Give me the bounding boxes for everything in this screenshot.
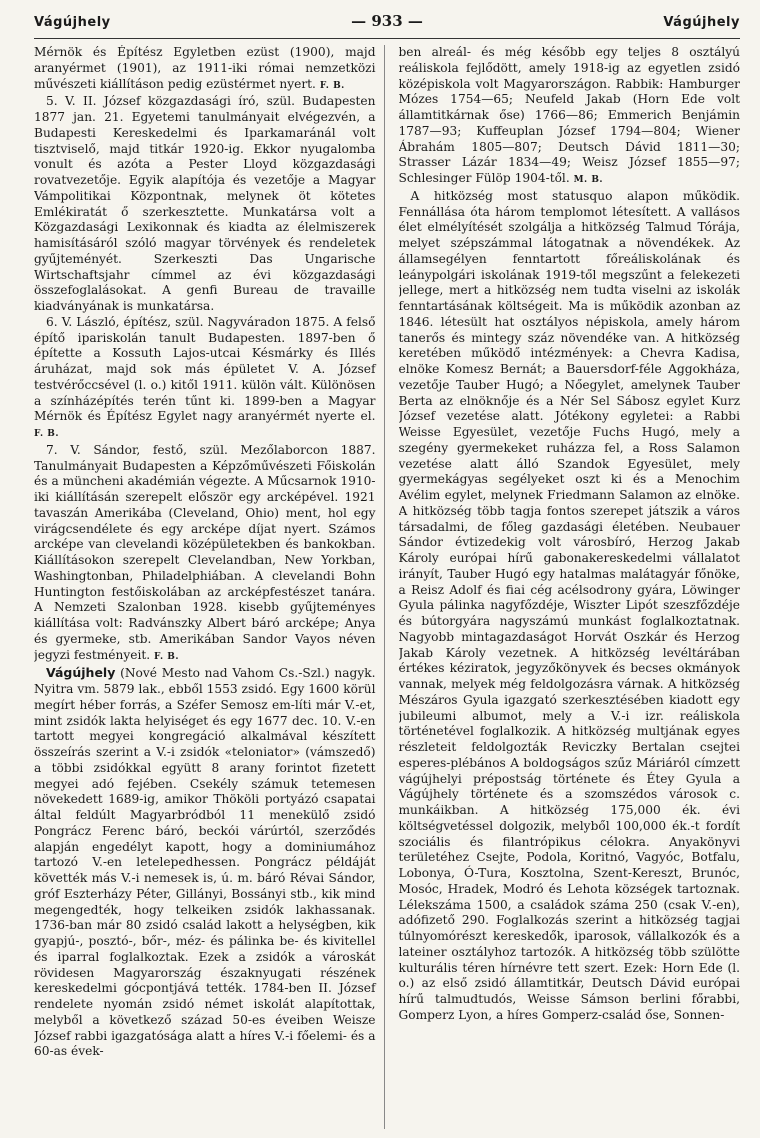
paragraph-text: 7. V. Sándor, festő, szül. Mezőlaborcon 1887. Tanulmányait Budapesten a Képzőművészeti Főiskolán és a müncheni akadémián végezte. A Műcsarnok 1910-iki kiállításán szerepelt először egy arcképével. 1921 tavaszán Amerikába (Cleveland, Ohio) ment, hol egy virágcsendélete és egy arcképe díjat nyert. Számos arcképe van clevelandi középületekben és bankokban. Kiállításokon szerepelt Clevelandban, New Yorkban, Washingtonban, Philadelphiában. A clevelandi Bohn Huntington festőiskolában az arcképfestészet tanára. A Nemzeti Szalonban 1928. kisebb gyűjteményes kiállítása volt: Radvánszky Albert báró arcképe; Anya és gyermeke, stb. Amerikában Sandor Vayos néven jegyzi festményeit. [34,442,376,662]
entry-paragraph [34,315,376,443]
paragraph-text: A hitközség most statusquo alapon működik. Fennállása óta három templomot létesített. A vallásos élet elmélyítését szolgálja a hitközség Talmud Tórája, melyet szépszámmal látogatnak a növendékek. Az államsegélyen fenntartott főreáliskolának és leánypolgári iskolának 1919-től megszűnt a felekezeti jellege, mert a hitközség nem tudta viselni az iskolák fenntartásának költségeit. Ma is működik azonban az 1846. létesült hat osztályos népiskola, amely három tanerős és mintegy száz növendéke van. A hitközség keretében működő intézmények: a Chevra Kadisa, elnöke Komesz Bernát; a Bauersdorf-féle Aggokháza, vezetője Tauber Hugó; a Nőegylet, amelynek Tauber Berta az elnöknője és a Nér Sel Sábosz egylet Kurz József vezetése alatt. Jótékony egyletei: a Rabbi Weisse Egyesület, vezetője Fuchs Hugó, mely a szegény gyermekeket ruházza fel, a Ross Salamon vezetése alatt álló Szandok Egyesület, mely gyermekágyas segélyeket oszt ki és a Menochim Avélim egylet, melynek Friedmann Salamon az elnöke. A hitközség több tagja fontos szerepet játszik a város társadalmi, de főleg gazdasági életében. Neubauer Sándor évtizedekig volt városbíró, Herzog Jakab Károly európai hírű gabonakereskedelmi vállalatot irányít, Tauber Hugó egy hatalmas malátagyár főnöke, a Reisz Adolf és fiai cég acélsodrony gyára, Löwinger Gyula pálinka nagyfőzdéje, Wiszter Lipót szeszfőzdéje és bútorgyára nagyszámú munkást foglalkoztatnak. Nagyobb mintagazdaságot Horvát Oszkár és Herzog Jakab Károly vezetnek. A hitközség levéltárában értékes kéziratok, jegyzőkönyvek és becses okmányok vannak, melyek még feldolgozásra várnak. A hitközség Mészáros Gyula igazgató szerkesztésében kiadott egy jubileumi albumot, mely a V.-i izr. reáliskola történetével foglalkozik. A hitközség multjának egyes részleteit feldolgozták Reviczky Bertalan csejtei esperes-plébános A boldogságos szűz Máriáról címzett vágújhelyi prépostság története és Étey Gyula a Vágújhely története és a szomszédos városok c. munkáikban. A hitközség 175,000 ék. évi költségvetéssel dolgozik, melyből 100,000 ék.-t fordít szociális és filantrópikus célokra. Anyakönyvi területéhez Csejte, Podola, Koritnó, Vagyóc, Botfalu, Lobonya, Ó-Tura, Kosztolna, Szent-Kereszt, Brunóc, Mosóc, Hradek, Modró és Lehota községek tartoznak. Lélekszáma 1500, a családok száma 250 (csak V.-en), adófizető 290. Foglalkozás szerint a hitközség tagjai túlnyomórészt kereskedők, iparosok, vállalkozók és a lateiner osztályhoz tartozók. A hitközség több szülötte kulturális téren hírnévre tett szert. Ezek: Horn Ede (l. o.) az első zsidó államtitkár, Deutsch Dávid európai hírű talmudtudós, Weisse Sámson berlini főrabbi, Gomperz Lyon, a híres Gomperz-család őse, Sonnen- [398,188,740,1022]
author-signature: M. B. [573,175,604,185]
paragraph-text: ben alreál- és még később egy teljes 8 osztályú reáliskola fejlődött, amely 1918-ig az egyetlen zsidó középiskola volt Magyarországon. Rabbik: Hamburger Mózes 1754—65; Neufeld Jakab (Horn Ede volt államtitkárnak őse) 1766—86; Emmerich Benjámin 1787—93; Kuffeuplan József 1794—804; Wiener Ábrahám 1805—807; Deutsch Dávid 1811—30; Strasser Lázár 1834—49; Weisz József 1855—97; Schlesinger Fülöp 1904-től. [398,45,740,185]
entry-paragraph [34,45,376,94]
entry-paragraph [399,45,741,189]
left-column [34,45,385,1129]
right-column [399,45,741,1129]
entry-paragraph [34,94,376,315]
entry-paragraph [399,189,741,1024]
author-signature: F. B. [319,80,345,91]
text-columns [34,45,740,1129]
author-signature: F. B. [34,429,59,439]
entry-headword: Vágújhely [46,665,116,681]
running-head-right: Vágújhely [663,15,740,30]
running-head-left: Vágújhely [34,15,111,30]
paragraph-text: 5. V. II. József közgazdasági író, szül. Budapesten 1877 jan. 21. Egyetemi tanulmányait elvégezvén, a Budapesti Kereskedelmi és Iparkamaránál volt tisztviselő, majd titkár 1920-ig. Ekkor nyugalomba vonult és azóta a Pester Lloyd közgazdasági rovatvezetője. Egyik alapítója és vezetője a Magyar Vámpolitikai Központnak, melynek öt kötetes Emlékiratát ő szerkesztette. Munkatársa volt a Közgazdasági Lexikonnak és kiadta az élelmiszerek hamisításáról szóló magyar törvények és rendeletek gyűjteményét. Szerkeszti Das Ungarische Wirtschaftsjahr címmel az évi közgazdasági összefoglalásokat. A genfi Bureau de travaille kiadványának is munkatársa. [34,94,376,313]
entry-paragraph [34,443,376,666]
paragraph-text: 6. V. László, építész, szül. Nagyváradon 1875. A felső építő ipariskolán tanult Budapesten. 1897-ben ő építette a Kossuth Lajos-utcai Késmárky és Illés áruházat, majd sok más épületet V. A. József testvérőccsével (l. o.) kitől 1911. külön vált. Különösen a színházépítés terén tűnt ki. 1899-ben a Magyar Mérnök és Építész Egylet nagy aranyérmét nyerte el. [34,314,376,424]
entry-paragraph [34,665,376,1060]
paragraph-text: Mérnök és Építész Egyletben ezüst (1900), majd aranyérmet (1901), az 1911-iki római nemzetközi művészeti kiállításon pedig ezüstérmet nyert. [34,45,376,91]
page-header [34,12,740,39]
paragraph-text: (Nové Mesto nad Vahom Cs.-Szl.) nagyk. Nyitra vm. 5879 lak., ebből 1553 zsidó. Egy 1600 körül megírt héber forrás, a Széfer Semosz em-líti már V.-et, mint zsidók lakta helyiséget és egy 1677 dec. 10. V.-en tartott megyei kongregáció alkalmával készített összeírás szerint a V.-i zsidók «teloniator» (vámszedő) a többi zsidókkal együtt 8 arany forintot fizetett megyei adó fejében. Csekély számuk tetemesen növekedett 1689-ig, amikor Thököli portyázó csapatai által feldúlt Magyarbródból 11 menekülő zsidó Pongrácz Ferenc báró, beckói várúrtól, szerződés alapján engedélyt kapott, hogy a dominiumához tartozó V.-en letelepedhessen. Pongrácz példáját követték más V.-i nemesek is, ú. m. báró Révai Sándor, gróf Eszterházy Péter, Gillányi, Bossányi stb., kik mind megengedték, hogy telkeiken zsidók lakhassanak. 1736-ban már 80 zsidó család lakott a helységben, kik gyapjú-, posztó-, bőr-, méz- és pálinka be- és kivitellel és iparral foglalkoztak. Ezek a zsidók a városkát rövidesen Magyarország északnyugati részének kereskedelmi gócpontjává tették. 1784-ben II. József rendelete nyomán zsidó német iskolát alapítottak, melyből a következő század 50-es éveiben Weisze József rabbi igazgatósága alatt a híres V.-i főelemi- és a 60-as évek- [34,666,376,1059]
author-signature: F. B. [154,651,180,662]
page-number: — 933 — [351,12,423,30]
